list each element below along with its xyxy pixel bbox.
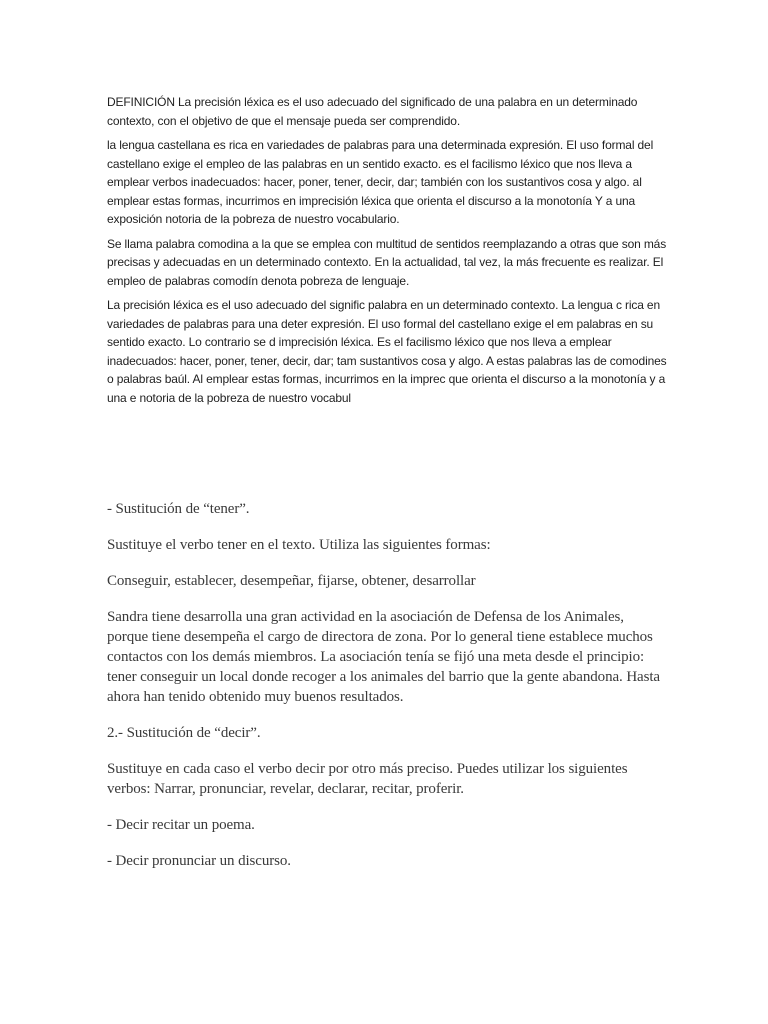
definition-section — [107, 93, 667, 413]
exercise-section — [107, 499, 667, 887]
exercise-text-sandra: Sandra tiene desarrolla una gran actividad en la asociación de Defensa de los Animales, porque tiene desempeña el cargo de directora de zona. Por lo general tiene establece muchos contactos con los demás miembros. La asociación tenía se fijó una meta desde el principio: tener conseguir un local donde recoger a los animales del barrio que la gente abandona. Hasta ahora han tenido obtenido muy buenos resultados. — [107, 609, 660, 705]
definition-text: La precisión léxica es el uso adecuado del significado de una palabra en un determinado contexto, con el objetivo de que el mensaje pueda ser comprendido. — [107, 95, 638, 128]
exercise-heading-decir: 2.- Sustitución de “decir”. — [107, 725, 261, 741]
definition-paragraph — [107, 93, 667, 130]
exercise-instruction-tener: Sustituye el verbo tener en el texto. Utiliza las siguientes formas: — [107, 537, 491, 553]
verb-options-tener: Conseguir, establecer, desempeñar, fijarse, obtener, desarrollar — [107, 573, 476, 589]
exercise-item-discurso: - Decir pronunciar un discurso. — [107, 853, 291, 869]
comodina-paragraph: Se llama palabra comodina a la que se emplea con multitud de sentidos reemplazando a otras que son más precisas y adecuadas en un determinado contexto. En la actualidad, tal vez, la más frecuente es realizar. El empleo de palabras comodín denota pobreza de lenguaje. — [107, 236, 667, 288]
exercise-heading-tener: - Sustitución de “tener”. — [107, 501, 250, 517]
castellano-paragraph: la lengua castellana es rica en variedades de palabras para una determinada expresión. El uso formal del castellano exige el empleo de las palabras en un sentido exacto. es el facilismo léxico que nos lleva a emplear verbos inadecuados: hacer, poner, tener, decir, dar; también con los sustantivos cosa y algo. al emplear estas formas, incurrimos en imprecisión léxica que orienta el discurso a la monotonía Y a una exposición notoria de la pobreza de nuestro vocabulario. — [107, 138, 654, 226]
exercise-item-poema: - Decir recitar un poema. — [107, 817, 255, 833]
definition-heading: DEFINICIÓN — [107, 95, 175, 109]
precision-summary-paragraph: La precisión léxica es el uso adecuado del signific palabra en un determinado contexto. La lengua c rica en variedades de palabras para una deter expresión. El uso formal del castellano exige el em palabras en su sentido exacto. Lo contrario se d imprecisión léxica. Es el facilismo léxico que nos lleva a emplear inadecuados: hacer, poner, tener, decir, dar; tam sustantivos cosa y algo. A estas palabras las de comodines o palabras baúl. Al emplear estas formas, incurrimos en la imprec que orienta el discurso a la monotonía y a una e notoria de la pobreza de nuestro vocabul — [107, 298, 667, 405]
exercise-instruction-decir: Sustituye en cada caso el verbo decir por otro más preciso. Puedes utilizar los siguientes verbos: Narrar, pronunciar, revelar, declarar, recitar, proferir. — [107, 761, 628, 797]
